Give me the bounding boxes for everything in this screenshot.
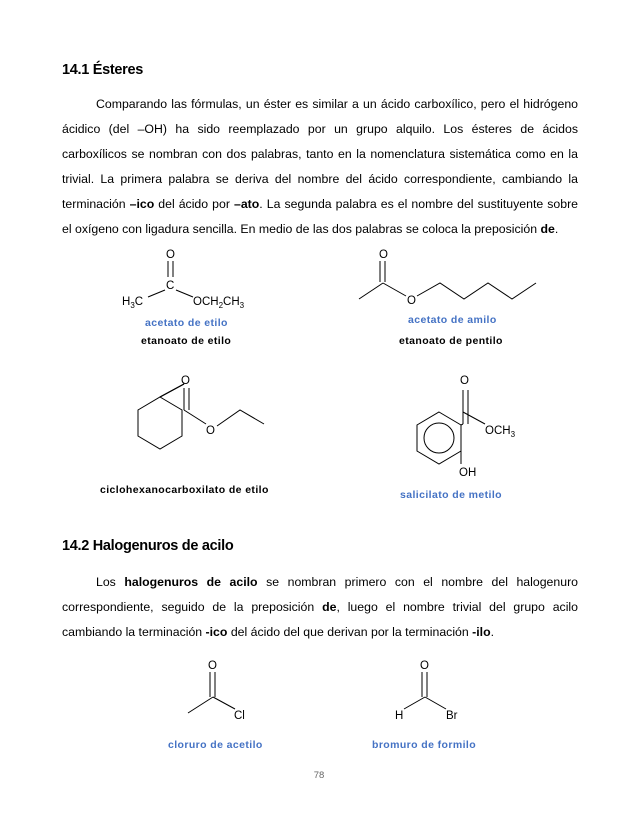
bold-term: -ilo: [472, 625, 491, 639]
text-run: del ácido por: [154, 197, 234, 211]
bold-term: de: [322, 600, 337, 614]
text-run: se nombran primero con el nombre del halogenuro correspondiente, seguido de la preposición: [62, 575, 579, 614]
atom-o: O: [208, 660, 217, 672]
text-run: , luego el nombre trivial del grupo acilo cambiando la terminación: [62, 600, 579, 639]
atom-o-ester: O: [206, 425, 215, 437]
page-number: 78: [313, 770, 325, 781]
bold-term: de: [540, 222, 555, 236]
atom-o: O: [420, 660, 429, 672]
atom-och3: $OCH_3$: [485, 425, 516, 439]
atom-c: C: [166, 280, 175, 292]
section-title-halogenuros: 14.2 Halogenuros de acilo: [62, 538, 234, 554]
label-cloruro-de-acetilo: cloruro de acetilo: [168, 739, 263, 751]
atom-h3c: $H_3C$: [122, 296, 144, 310]
text-run: . La segunda palabra es el nombre del sustituyente sobre el oxígeno con ligadura sencilla. En medio de las dos palabras se coloca la preposición: [62, 197, 579, 236]
label-etanoato-de-etilo: etanoato de etilo: [141, 335, 232, 347]
structure-ethyl-acetate: [118, 245, 268, 315]
section-title-esteres: 14.1 Ésteres: [62, 62, 144, 78]
atom-oh: OH: [459, 467, 477, 479]
label-acetato-de-etilo: acetato de etilo: [145, 317, 228, 329]
bold-term: -ico: [205, 625, 228, 639]
atom-h: H: [395, 710, 404, 722]
label-ciclohexanocarboxilato-de-etilo: ciclohexanocarboxilato de etilo: [100, 484, 269, 496]
text-run: Los: [96, 575, 125, 589]
structure-ethyl-cyclohexanecarboxylate: [100, 372, 290, 482]
atom-o: O: [166, 249, 175, 261]
structure-amyl-acetate: [350, 246, 550, 311]
paragraph-esteres: [62, 92, 578, 242]
structure-formyl-bromide: [390, 657, 470, 722]
atom-och2ch3: $OCH_2CH_3$: [193, 296, 245, 310]
label-acetato-de-amilo: acetato de amilo: [408, 314, 497, 326]
paragraph-halogenuros: [62, 570, 578, 645]
atom-o-ester: O: [407, 295, 416, 307]
label-bromuro-de-formilo: bromuro de formilo: [372, 739, 477, 751]
atom-o-top: O: [181, 375, 190, 387]
text-run: .: [554, 222, 559, 236]
atom-o-top: O: [460, 375, 469, 387]
atom-br: Br: [446, 710, 458, 722]
bold-term: halogenuros de acilo: [124, 575, 258, 589]
bold-term: –ato: [233, 197, 260, 211]
text-run: Comparando las fórmulas, un éster es similar a un ácido carboxílico, pero el hidrógeno ácidico (del –OH) ha sido reemplazado por un grupo alquilo. Los ésteres de ácidos carboxílicos se nombran con dos palabras, tanto en la nomenclatura sistemática como en la trivial. La primera palabra se deriva del nombre del ácido correspondiente, cambiando la terminación: [62, 97, 578, 211]
structure-methyl-salicylate: [375, 372, 535, 484]
atom-cl: Cl: [234, 710, 245, 722]
atom-o-top: O: [379, 249, 388, 261]
text-run: .: [490, 625, 495, 639]
text-run: del ácido del que derivan por la terminación: [227, 625, 473, 639]
structure-acetyl-chloride: [180, 657, 260, 722]
bold-term: –ico: [129, 197, 155, 211]
label-salicilato-de-metilo: salicilato de metilo: [400, 489, 502, 501]
label-etanoato-de-pentilo: etanoato de pentilo: [399, 335, 503, 347]
